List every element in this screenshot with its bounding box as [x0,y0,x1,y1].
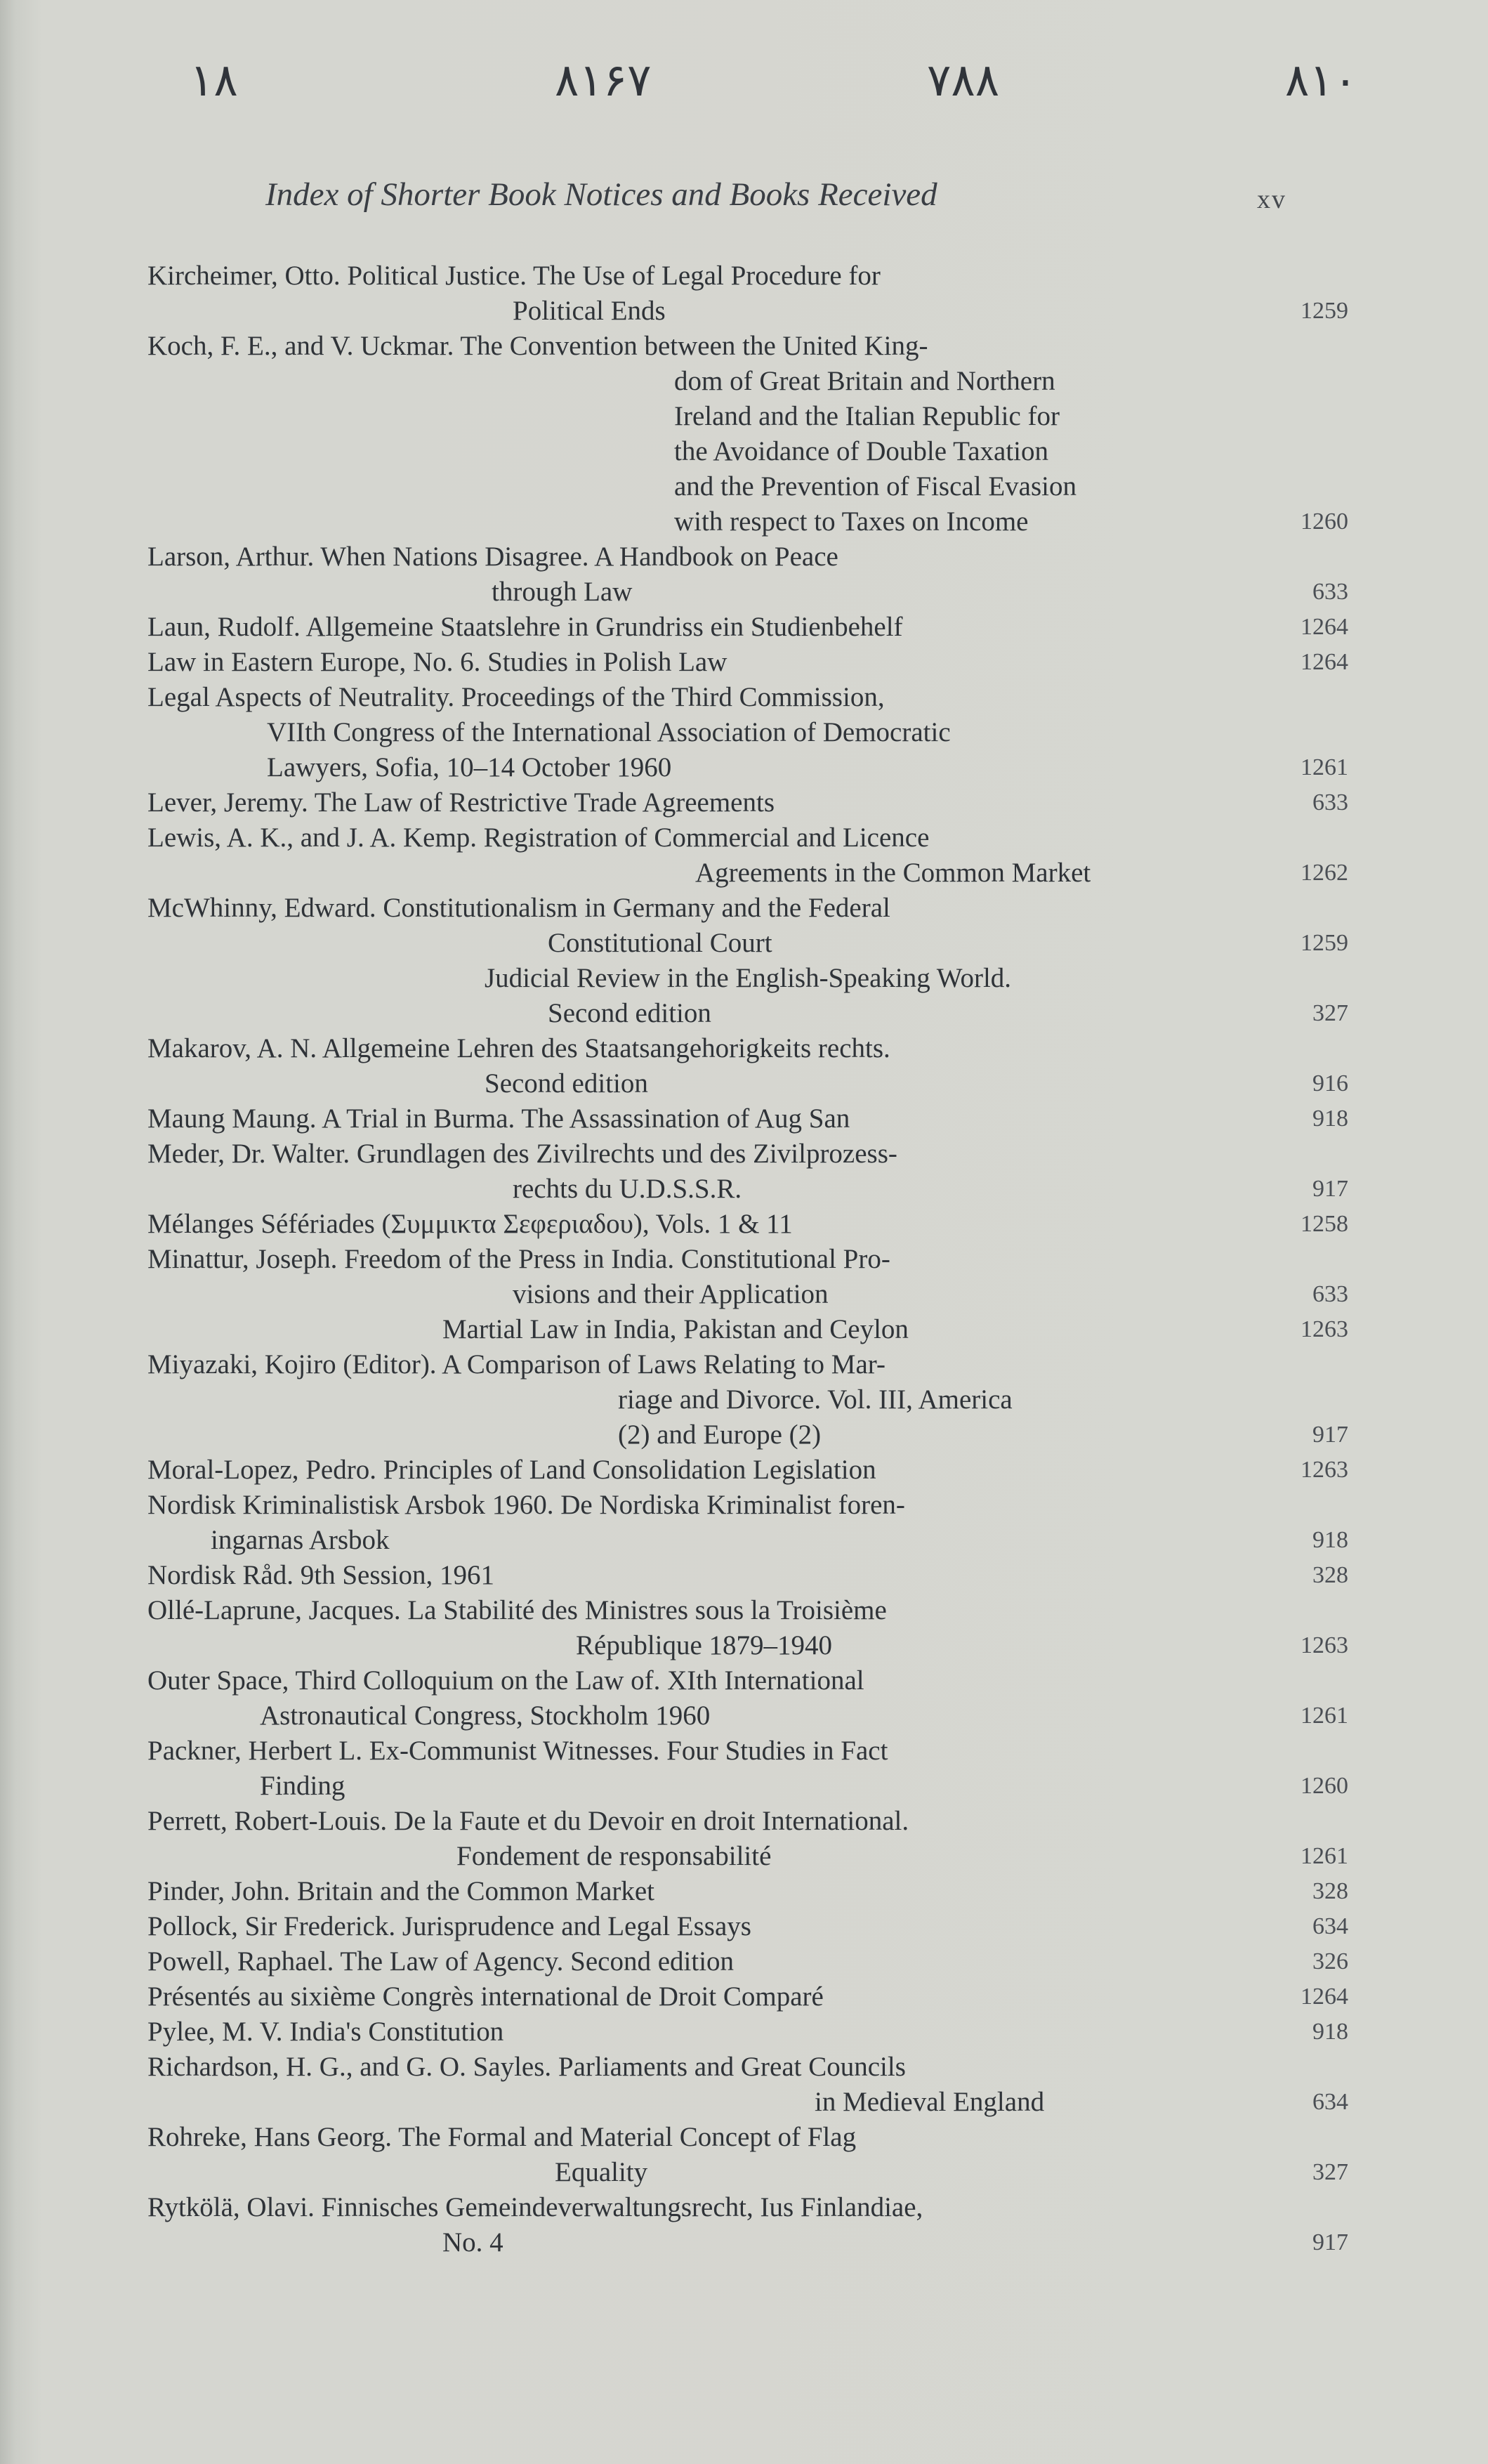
index-entry-line: Packner, Herbert L. Ex-Communist Witnesses. Four Studies in Fact [147,1736,888,1766]
index-entry [147,1979,1348,2014]
index-entry-line: Finding [260,1771,345,1801]
index-page-ref: 918 [1312,1527,1348,1553]
index-page-ref: 1259 [1301,298,1348,324]
index-page-ref: 917 [1312,1176,1348,1202]
index-entry-line: Maung Maung. A Trial in Burma. The Assassination of Aug San [147,1103,850,1134]
page-number: xv [1257,185,1286,214]
index-entry-line: Laun, Rudolf. Allgemeine Staatslehre in Grundriss ein Studienbehelf [147,612,903,642]
index-entry-line: Constitutional Court [548,928,772,958]
index-entry-line: through Law [492,577,633,607]
index-entry [147,1207,1348,1242]
index-entry [147,1031,1348,1101]
index-page-ref: 917 [1312,2229,1348,2255]
index-entry [147,785,1348,820]
index-entry-line: Nordisk Råd. 9th Session, 1961 [147,1560,495,1590]
index-page-ref: 1260 [1301,1773,1348,1799]
index-entry-line: Larson, Arthur. When Nations Disagree. A Handbook on Peace [147,542,838,572]
index-entry-line: Minattur, Joseph. Freedom of the Press in India. Constitutional Pro- [147,1244,890,1274]
index-page-ref: 1263 [1301,1457,1348,1483]
index-entry-line: Agreements in the Common Market [695,858,1091,888]
index-entry [147,2050,1348,2120]
index-entry-line: Fondement de responsabilité [456,1841,772,1871]
index-entry-line: ingarnas Arsbok [211,1525,390,1555]
index-entry-line: Meder, Dr. Walter. Grundlagen des Zivilrechts und des Zivilprozess- [147,1139,897,1169]
index-entry [147,961,1348,1031]
index-entry-line: Political Ends [513,296,666,326]
index-entry-line: (2) and Europe (2) [618,1420,822,1450]
index-page-ref: 328 [1312,1878,1348,1904]
index-entry-line: with respect to Taxes on Income [674,506,1029,537]
index-page-ref: 1260 [1301,509,1348,535]
index-entry [147,1804,1348,1874]
index-page-ref: 1261 [1301,754,1348,780]
index-page-ref: 918 [1312,2019,1348,2045]
index-entry-line: visions and their Application [513,1279,829,1309]
running-title: Index of Shorter Book Notices and Books Received [265,176,937,213]
index-entry [147,891,1348,961]
index-entry-line: Judicial Review in the English-Speaking World. [485,963,1012,993]
index-page-ref: 916 [1312,1070,1348,1096]
index-entry [147,1136,1348,1207]
index-entry-line: Pinder, John. Britain and the Common Market [147,1876,655,1906]
index-entry [147,2014,1348,2050]
index-page-ref: 634 [1312,2089,1348,2115]
index-entry [147,645,1348,680]
handwritten-mark-4: ۸۱۰ [1285,55,1358,107]
index-page-ref: 633 [1312,789,1348,815]
index-entry [147,539,1348,610]
index-entry-line: No. 4 [442,2227,503,2257]
index-entry-line: Lewis, A. K., and J. A. Kemp. Registration of Commercial and Licence [147,823,930,853]
index-entry-line: Makarov, A. N. Allgemeine Lehren des Staatsangehorigkeits rechts. [147,1033,890,1063]
index-page-ref: 1264 [1301,1984,1348,2010]
index-entry-line: Rytkölä, Olavi. Finnisches Gemeindeverwaltungsrecht, Ius Finlandiae, [147,2192,923,2222]
handwritten-mark-3: ۷۸۸ [927,55,1000,107]
index-page-ref: 1264 [1301,649,1348,675]
index-page-ref: 633 [1312,579,1348,605]
index-entry-line: Koch, F. E., and V. Uckmar. The Convention between the United King- [147,331,928,361]
index-entry-line: and the Prevention of Fiscal Evasion [674,471,1077,502]
index-entry [147,1101,1348,1136]
index-entry-line: Perrett, Robert-Louis. De la Faute et du Devoir en droit International. [147,1806,909,1836]
index-entry-line: Pollock, Sir Frederick. Jurisprudence and Legal Essays [147,1911,751,1941]
index-entry [147,1347,1348,1453]
index-entry-line: Richardson, H. G., and G. O. Sayles. Parliaments and Great Councils [147,2052,906,2082]
index-entry-line: Second edition [548,998,711,1028]
index-entry-line: Outer Space, Third Colloquium on the Law of. XIth International [147,1665,864,1696]
index-entry-line: dom of Great Britain and Northern [674,366,1055,396]
index-entry-line: Présentés au sixième Congrès international de Droit Comparé [147,1981,824,2012]
index-entry [147,1663,1348,1734]
index-page-ref: 327 [1312,2159,1348,2185]
index-entry-line: Pylee, M. V. India's Constitution [147,2017,504,2047]
index-entry [147,2120,1348,2190]
index-entry-line: Rohreke, Hans Georg. The Formal and Material Concept of Flag [147,2122,857,2152]
index-entry-line: Moral-Lopez, Pedro. Principles of Land Consolidation Legislation [147,1455,876,1485]
index-page-ref: 917 [1312,1422,1348,1448]
index-entry-line: Powell, Raphael. The Law of Agency. Second edition [147,1946,735,1977]
index-entry [147,1453,1348,1488]
handwritten-mark-2: ۸۱۶۷ [555,55,652,107]
index-entry-line: riage and Divorce. Vol. III, America [618,1384,1013,1415]
index-entry-line: Miyazaki, Kojiro (Editor). A Comparison of Laws Relating to Mar- [147,1349,885,1380]
index-entry-line: Lawyers, Sofia, 10–14 October 1960 [267,752,672,782]
index-page-ref: 1263 [1301,1316,1348,1342]
index-entry [147,610,1348,645]
index-page-ref: 1263 [1301,1632,1348,1658]
index-page-ref: 918 [1312,1106,1348,1132]
index-page-ref: 1259 [1301,930,1348,956]
index-entry-line: VIIth Congress of the International Association of Democratic [267,717,951,747]
handwritten-mark-1: ۱۸ [190,55,238,107]
index-entry [147,1909,1348,1944]
index-entry-line: Mélanges Séfériades (Συμμικτα Σεφεριαδου), Vols. 1 & 11 [147,1209,793,1239]
index-entry-line: McWhinny, Edward. Constitutionalism in Germany and the Federal [147,893,890,923]
index-entry-line: in Medieval England [815,2087,1045,2117]
index-entry [147,1734,1348,1804]
index-entry-line: Ollé-Laprune, Jacques. La Stabilité des Ministres sous la Troisième [147,1595,887,1625]
index-entry-line: Legal Aspects of Neutrality. Proceedings of the Third Commission, [147,682,885,712]
index-page-ref: 1262 [1301,860,1348,886]
index-entry [147,820,1348,891]
index-page-ref: 1258 [1301,1211,1348,1237]
index-entry-line: Law in Eastern Europe, No. 6. Studies in Polish Law [147,647,727,677]
index-entry [147,1944,1348,1979]
index-entry [147,1874,1348,1909]
index-page-ref: 1264 [1301,614,1348,640]
index-list [147,258,1348,2260]
index-entry-line: Nordisk Kriminalistisk Arsbok 1960. De Nordiska Kriminalist foren- [147,1490,905,1520]
index-entry-line: Second edition [485,1068,648,1099]
index-page-ref: 633 [1312,1281,1348,1307]
index-entry [147,1312,1348,1347]
index-entry-line: rechts du U.D.S.S.R. [513,1174,742,1204]
index-entry [147,680,1348,785]
index-entry [147,329,1348,539]
index-entry-line: the Avoidance of Double Taxation [674,436,1049,466]
index-entry-line: Ireland and the Italian Republic for [674,401,1060,431]
index-entry [147,1558,1348,1593]
index-entry [147,1488,1348,1558]
index-entry-line: Martial Law in India, Pakistan and Ceylon [442,1314,909,1344]
index-entry-line: Kircheimer, Otto. Political Justice. The Use of Legal Procedure for [147,261,881,291]
index-entry-line: République 1879–1940 [576,1630,833,1660]
index-page-ref: 634 [1312,1913,1348,1939]
index-entry [147,2190,1348,2260]
index-page-ref: 1261 [1301,1843,1348,1869]
index-entry [147,1593,1348,1663]
index-entry-line: Equality [555,2157,648,2187]
index-entry-line: Astronautical Congress, Stockholm 1960 [260,1700,711,1731]
index-entry [147,1242,1348,1312]
index-entry [147,258,1348,329]
index-page-ref: 1261 [1301,1703,1348,1729]
index-page-ref: 326 [1312,1948,1348,1974]
index-page-ref: 328 [1312,1562,1348,1588]
index-entry-line: Lever, Jeremy. The Law of Restrictive Trade Agreements [147,787,775,818]
index-page-ref: 327 [1312,1000,1348,1026]
